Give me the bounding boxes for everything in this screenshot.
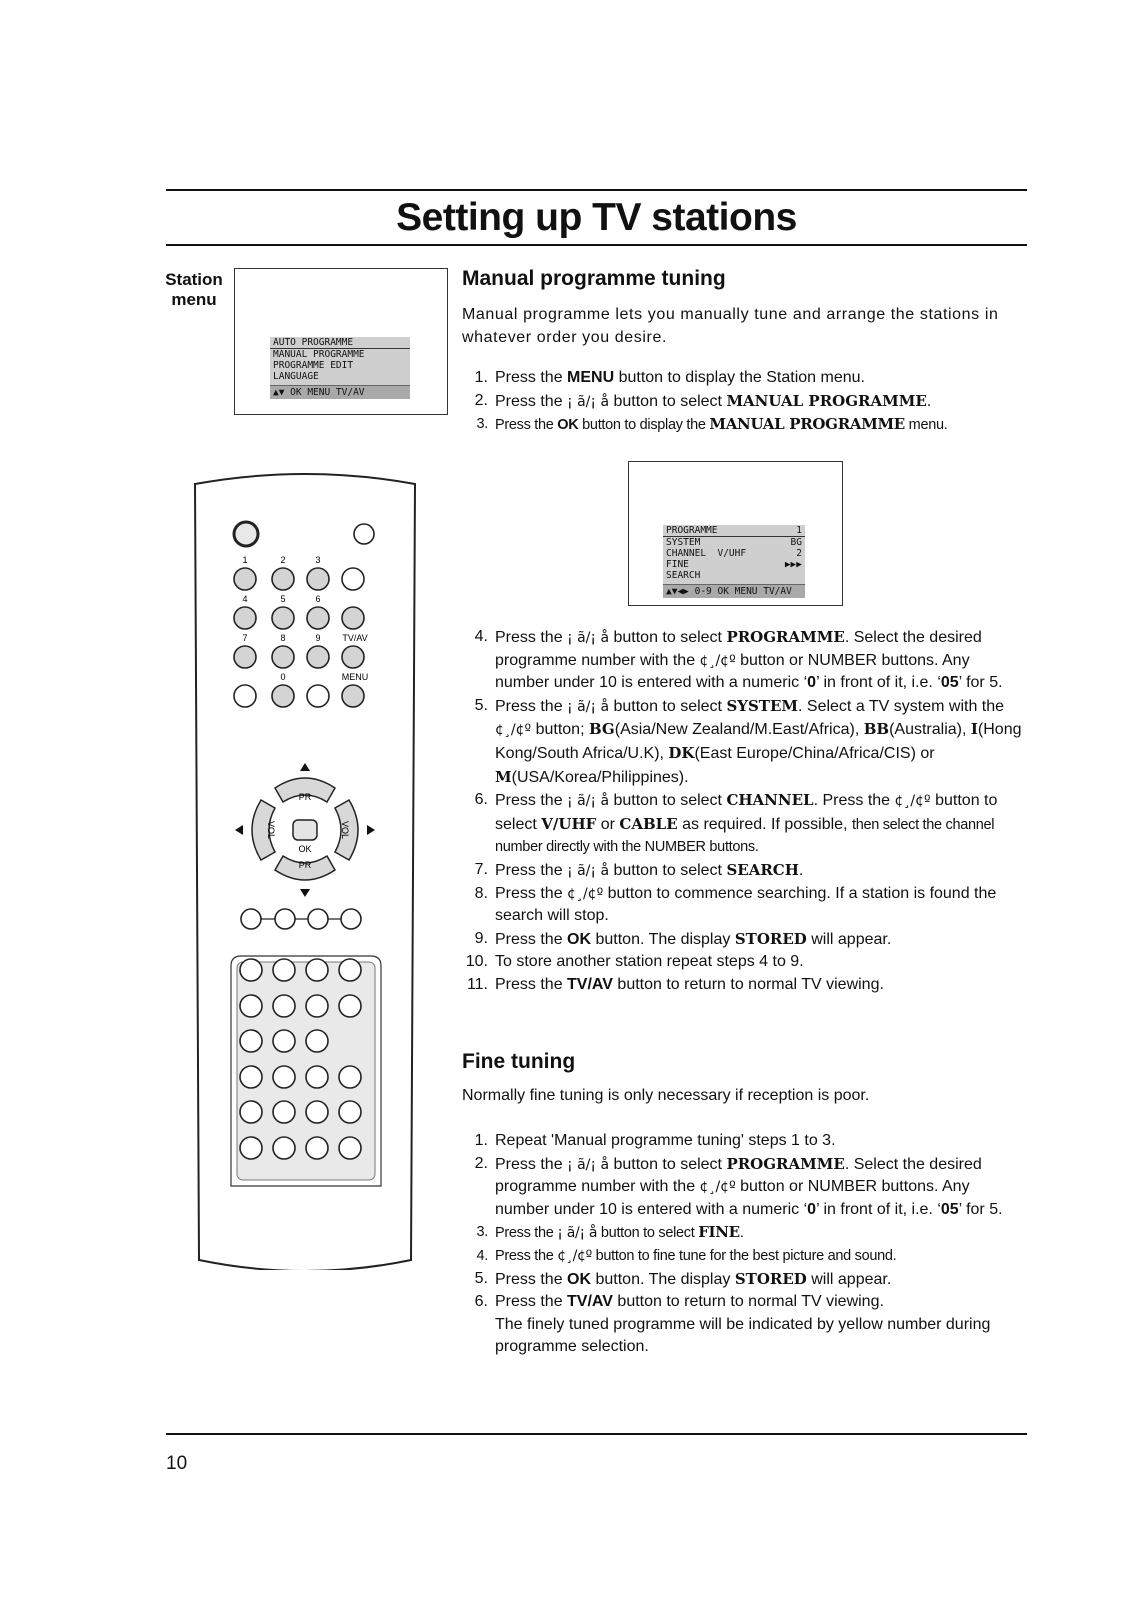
remote-control <box>185 470 425 1270</box>
function-button[interactable] <box>308 909 328 929</box>
panel-button[interactable] <box>339 995 361 1017</box>
digit-7-button[interactable] <box>234 646 256 668</box>
arrow-buttons-symbol: ¢¸/¢º <box>894 793 931 810</box>
step-text: Press the <box>495 1155 568 1173</box>
panel-button[interactable] <box>273 959 295 981</box>
osd-row-value: 2 <box>796 548 802 559</box>
osd-row-label: CHANNEL V/UHF <box>666 548 747 559</box>
step-number: 10. <box>465 953 488 971</box>
step-text: button to select <box>609 629 727 646</box>
digit-3-button[interactable] <box>307 568 329 590</box>
manual-steps-4-11 <box>462 626 1024 997</box>
step-item <box>462 1221 1024 1245</box>
panel-button[interactable] <box>240 995 262 1017</box>
keyword: DK <box>668 743 695 762</box>
side-button[interactable] <box>342 607 364 629</box>
digit-6-button[interactable] <box>307 607 329 629</box>
button-name: 05 <box>940 674 959 692</box>
step-text: button to display the <box>578 417 710 434</box>
step-text: as required. If possible, <box>677 815 852 833</box>
title-underline <box>166 244 1027 246</box>
step-number: 9. <box>474 929 488 947</box>
osd-manual-row <box>663 570 805 581</box>
osd-row-value: BG <box>790 537 802 548</box>
digit-label: 3 <box>315 555 321 565</box>
step-number: 8. <box>474 884 488 902</box>
step-item <box>462 413 1024 437</box>
step-number: 11. <box>466 975 488 993</box>
panel-button[interactable] <box>273 1066 295 1088</box>
step-text: . Press the <box>813 792 895 810</box>
step-item <box>462 859 1024 883</box>
step-number: 3. <box>476 416 488 433</box>
step-item <box>462 626 1024 695</box>
button-name: 0 <box>807 674 817 692</box>
panel-button[interactable] <box>240 1030 262 1052</box>
station-menu-osd <box>270 337 410 399</box>
arrow-buttons-symbol: ¢¸/¢º <box>567 885 604 902</box>
menu-label: MENU <box>341 672 369 682</box>
step-text: . <box>739 1225 744 1242</box>
osd-row-value: ▶▶▶ <box>784 559 802 570</box>
step-text: will appear. <box>806 1270 892 1288</box>
keyword: M <box>495 767 512 786</box>
panel-button[interactable] <box>339 1137 361 1159</box>
button[interactable] <box>307 685 329 707</box>
step-number: 4. <box>476 1247 488 1264</box>
step-number: 5. <box>474 696 488 714</box>
arrow-buttons-symbol: ¡ ã/¡ å <box>557 1225 598 1242</box>
panel-button[interactable] <box>306 1101 328 1123</box>
step-text: or <box>596 815 620 833</box>
fine-heading: Fine tuning <box>462 1050 576 1073</box>
step-item <box>462 367 1024 390</box>
step-item <box>462 1291 1024 1314</box>
step-text: Press the <box>495 1270 568 1288</box>
arrow-buttons-symbol: ¡ ã/¡ å <box>567 1156 610 1173</box>
osd-manual-row <box>663 548 805 559</box>
mute-button[interactable] <box>354 524 374 544</box>
digit-label: 7 <box>242 633 248 643</box>
keyword: BB <box>863 720 890 739</box>
step-text: Repeat 'Manual programme tuning' steps 1 to 3. <box>495 1132 836 1149</box>
top-rule <box>166 189 1027 191</box>
fine-steps <box>462 1130 1024 1359</box>
button-name: TV/AV <box>567 1293 613 1311</box>
manual-heading: Manual programme tuning <box>462 267 726 290</box>
panel-button[interactable] <box>306 1066 328 1088</box>
tvav-label: TV/AV <box>342 633 368 643</box>
keyword: PROGRAMME <box>726 1154 845 1173</box>
step-text: Press the <box>495 1225 558 1242</box>
keyword: STORED <box>734 1269 807 1288</box>
step-item <box>462 883 1024 928</box>
step-item <box>462 1245 1024 1268</box>
step-text: button to select <box>609 697 727 715</box>
step-text: (Australia), <box>889 721 971 739</box>
step-text: (Hong Kong/South Africa/U.K), <box>495 721 1022 762</box>
osd-item-auto-programme: AUTO PROGRAMME <box>270 337 410 349</box>
step-text: button to return to normal TV viewing. <box>612 1293 884 1311</box>
step-number: 4. <box>474 628 488 645</box>
panel-button[interactable] <box>306 1137 328 1159</box>
step-text: button or NUMBER buttons. Any number under 10 is entered with a numeric ‘ <box>495 651 970 692</box>
step-number: 5. <box>474 1269 488 1287</box>
button-name: MENU <box>567 369 615 386</box>
digit-label: 0 <box>280 672 286 682</box>
step-text: Press the <box>495 697 568 715</box>
step-text: . Select the desired programme number with the <box>495 629 982 669</box>
keyword: SYSTEM <box>726 696 799 715</box>
button-name: OK <box>567 1270 592 1288</box>
step-text: Press the <box>495 369 568 386</box>
panel-button[interactable] <box>306 995 328 1017</box>
arrow-buttons-symbol: ¢¸/¢º <box>495 722 532 739</box>
step-text: button to select <box>609 1155 727 1173</box>
step-item <box>462 928 1024 952</box>
digit-label: 1 <box>242 555 248 565</box>
panel-button[interactable] <box>240 1101 262 1123</box>
step-text: will appear. <box>806 930 892 948</box>
osd-row-label: FINE <box>666 559 689 570</box>
button-name: 05 <box>940 1200 959 1218</box>
step-number: 1. <box>474 1132 488 1149</box>
side-button[interactable] <box>342 568 364 590</box>
digit-2-button[interactable] <box>272 568 294 590</box>
osd-row-label: SEARCH <box>666 570 701 581</box>
step-text: button to commence searching. If a station is found the search will stop. <box>495 884 997 925</box>
panel-button[interactable] <box>273 1137 295 1159</box>
osd-row-label: SYSTEM <box>666 537 701 548</box>
keyword: V/UHF <box>541 814 597 833</box>
panel-button[interactable] <box>240 959 262 981</box>
step-text: ’ for 5. <box>958 674 1003 692</box>
function-button[interactable] <box>241 909 261 929</box>
pr-down-label: PR <box>298 860 312 870</box>
step-number: 6. <box>474 1293 488 1311</box>
digit-label: 8 <box>280 633 286 643</box>
osd-manual-row <box>663 525 805 537</box>
step-text: button to select <box>609 392 727 410</box>
digit-4-button[interactable] <box>234 607 256 629</box>
button-name: 0 <box>807 1200 817 1218</box>
step-text: Press the <box>495 975 568 993</box>
panel-button[interactable] <box>306 959 328 981</box>
digit-0-button[interactable] <box>272 685 294 707</box>
step-text: button to display the Station menu. <box>614 369 865 386</box>
step-text: button to select <box>495 792 998 833</box>
digit-1-button[interactable] <box>234 568 256 590</box>
step-text: Press the <box>495 417 558 434</box>
button-name: OK <box>557 417 579 434</box>
step-text: Press the <box>495 861 568 879</box>
step-item <box>462 1153 1024 1222</box>
pr-up-label: PR <box>298 792 312 802</box>
step-text: ’ in front of it, i.e. ‘ <box>816 1200 941 1218</box>
ok-label: OK <box>298 844 312 854</box>
osd-item-manual-programme: MANUAL PROGRAMME <box>273 349 365 360</box>
function-button[interactable] <box>275 909 295 929</box>
panel-button[interactable] <box>306 1030 328 1052</box>
digit-label: 4 <box>242 594 248 604</box>
panel-button[interactable] <box>339 1101 361 1123</box>
step-item <box>462 789 1024 859</box>
step-text: Press the <box>495 930 568 948</box>
step-text: ’ for 5. <box>958 1200 1003 1218</box>
step-item <box>462 695 1024 789</box>
arrow-buttons-symbol: ¡ ã/¡ å <box>567 630 610 646</box>
arrow-buttons-symbol: ¡ ã/¡ å <box>567 793 610 810</box>
osd-footer: ▲▼ OK MENU TV/AV <box>270 385 410 399</box>
keyword: MANUAL PROGRAMME <box>709 415 905 434</box>
step-item <box>462 951 1024 974</box>
panel-button[interactable] <box>273 1030 295 1052</box>
bottom-rule <box>166 1433 1027 1435</box>
keyword: STORED <box>734 929 807 948</box>
step-text: To store another station repeat steps 4 to 9. <box>495 953 804 971</box>
digit-label: 2 <box>280 555 286 565</box>
osd-item-programme-edit: PROGRAMME EDIT <box>273 360 354 371</box>
osd-row-value: 1 <box>796 525 802 536</box>
page-title: Setting up TV stations <box>396 196 797 239</box>
step-text: button to select <box>597 1225 699 1242</box>
step-number: 1. <box>474 369 488 386</box>
step-text: Press the <box>495 629 568 646</box>
step-text: Press the <box>495 792 568 810</box>
osd-manual-row <box>663 537 805 548</box>
menu-button[interactable] <box>342 685 364 707</box>
station-menu-label <box>160 270 228 310</box>
step-item <box>462 1268 1024 1292</box>
step-text: button; <box>531 721 589 739</box>
step-text: ’ in front of it, i.e. ‘ <box>816 674 941 692</box>
step-text: button to return to normal TV viewing. <box>612 975 884 993</box>
digit-5-button[interactable] <box>272 607 294 629</box>
step-text: button. The display <box>591 930 735 948</box>
keyword: FINE <box>698 1223 740 1242</box>
step-text: The finely tuned programme will be indicated by yellow number during programme selection. <box>495 1315 991 1356</box>
digit-8-button[interactable] <box>272 646 294 668</box>
step-text: Press the <box>495 1293 568 1311</box>
step-text: . <box>926 392 932 410</box>
arrow-buttons-symbol: ¡ ã/¡ å <box>567 393 610 410</box>
arrow-buttons-symbol: ¢¸/¢º <box>557 1247 592 1264</box>
step-item <box>462 1130 1024 1153</box>
fine-intro: Normally fine tuning is only necessary if reception is poor. <box>462 1087 870 1104</box>
panel-button[interactable] <box>240 1137 262 1159</box>
keyword: CABLE <box>619 814 678 833</box>
step-text: button to select <box>609 792 727 810</box>
keyword: CHANNEL <box>726 791 814 810</box>
osd-row-label: PROGRAMME <box>666 525 718 536</box>
step-number: 2. <box>474 391 488 409</box>
keyword: SEARCH <box>726 860 799 879</box>
panel-button[interactable] <box>273 995 295 1017</box>
keyword: PROGRAMME <box>726 628 845 646</box>
button[interactable] <box>234 685 256 707</box>
arrow-buttons-symbol: ¡ ã/¡ å <box>567 698 610 715</box>
step-text: button or NUMBER buttons. Any number under 10 is entered with a numeric ‘ <box>495 1178 970 1218</box>
step-text: menu. <box>904 417 948 434</box>
panel-button[interactable] <box>240 1066 262 1088</box>
button-name: OK <box>567 930 592 948</box>
panel-button[interactable] <box>339 1066 361 1088</box>
osd-item-language: LANGUAGE <box>273 371 319 382</box>
keyword: BG <box>588 720 615 739</box>
step-text: . Select a TV system with the <box>798 697 1005 715</box>
digit-9-button[interactable] <box>307 646 329 668</box>
power-button[interactable] <box>234 522 258 546</box>
step-item <box>462 974 1024 997</box>
page-number: 10 <box>166 1453 188 1474</box>
ok-button[interactable] <box>293 820 317 840</box>
step-number: 7. <box>474 860 488 878</box>
step-text: . Select the desired programme number with the <box>495 1155 982 1196</box>
step-text: button to select <box>609 861 727 879</box>
step-text: (Asia/New Zealand/M.East/Africa), <box>614 721 864 739</box>
step-text: Press the <box>495 884 568 902</box>
digit-label: 9 <box>315 633 321 643</box>
step-text: . <box>798 861 804 879</box>
osd-manual-row <box>663 559 805 570</box>
arrow-buttons-symbol: ¡ ã/¡ å <box>567 862 610 879</box>
step-text: button to fine tune for the best picture and sound. <box>591 1247 897 1264</box>
step-item <box>462 1314 1024 1359</box>
function-button[interactable] <box>341 909 361 929</box>
digit-label: 5 <box>280 594 286 604</box>
step-item <box>462 390 1024 414</box>
digit-label: 6 <box>315 594 321 604</box>
manual-programme-osd <box>663 525 805 598</box>
vol-left-label: VOL <box>266 820 276 840</box>
station-menu-label-line2: menu <box>171 290 217 309</box>
panel-button[interactable] <box>339 959 361 981</box>
step-text: (East Europe/China/Africa/CIS) or <box>694 744 935 762</box>
keyword: I <box>970 720 978 739</box>
step-text: (USA/Korea/Philippines). <box>511 768 689 786</box>
osd-manual-footer: ▲▼◀▶ 0-9 OK MENU TV/AV <box>663 584 805 598</box>
step-text: Press the <box>495 1247 558 1264</box>
step-text: then select the channel number directly with the NUMBER buttons. <box>495 816 995 856</box>
arrow-buttons-symbol: ¢¸/¢º <box>699 652 736 669</box>
station-menu-label-line1: Station <box>165 270 223 289</box>
step-text: Press the <box>495 392 568 410</box>
step-number: 2. <box>474 1154 488 1172</box>
manual-intro: Manual programme lets you manually tune and arrange the stations in whatever order you desire. <box>462 306 999 346</box>
manual-steps-1-3 <box>462 367 1024 437</box>
step-number: 3. <box>476 1224 488 1241</box>
vol-right-label: VOL <box>340 820 350 840</box>
arrow-buttons-symbol: ¢¸/¢º <box>699 1179 736 1196</box>
step-number: 6. <box>474 791 488 809</box>
step-text: button. The display <box>591 1270 735 1288</box>
keyword: MANUAL PROGRAMME <box>726 391 927 410</box>
panel-button[interactable] <box>273 1101 295 1123</box>
button-name: TV/AV <box>567 975 613 993</box>
side-button[interactable] <box>342 646 364 668</box>
